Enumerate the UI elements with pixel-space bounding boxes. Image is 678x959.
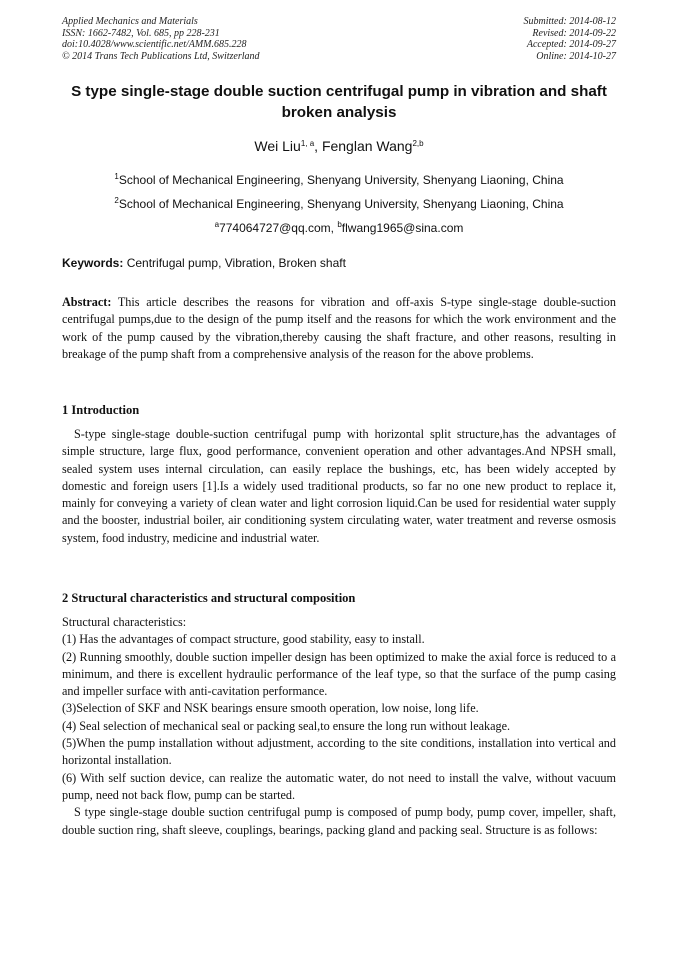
revised-date: Revised: 2014-09-22 [532, 27, 616, 39]
keywords [62, 255, 616, 271]
author-name: Fenglan Wang [321, 138, 413, 154]
list-item: (4) Seal selection of mechanical seal or packing seal,to ensure the long run without leakage. [62, 718, 511, 733]
email-superscript: b [337, 220, 342, 229]
email-address: 774064727@qq.com, [219, 221, 338, 235]
introduction-paragraph: S-type single-stage double-suction centrifugal pump with horizontal split structure,has the advantages of simple structure, large flux, good performance, convenient operation and other advantages.And NPSH small, sealed system uses internal circulation, can easily replace the bushings, etc, has been widely accepted by domestic and foreign users [1].Is a widely used traditional products, so far no one new product to replace it, mainly for conveying a variety of clean water and light corrosion liquid.Can be used for residential water supply and the booster, industrial boiler, air conditioning system circulating water, water treatment and reverse osmosis system, food industry, medicine and industrial water. [62, 427, 616, 545]
affiliation-1 [62, 172, 616, 188]
email-address: flwang1965@sina.com [341, 221, 464, 235]
accepted-date: Accepted: 2014-09-27 [526, 39, 616, 50]
list-item: (5)When the pump installation without adjustment, according to the site conditions, installation into vertical and horizontal installation. [62, 736, 616, 768]
keywords-text: Centrifugal pump, Vibration, Broken shaft [123, 256, 346, 270]
dates-info [524, 16, 617, 62]
email-line [62, 220, 616, 236]
keywords-label: Keywords: [62, 256, 124, 270]
doi-line: doi:10.4028/www.scientific.net/AMM.685.228 [62, 39, 247, 50]
copyright-line: © 2014 Trans Tech Publications Ltd, Switzerland [62, 50, 260, 62]
online-date: Online: 2014-10-27 [536, 50, 616, 62]
abstract [62, 294, 616, 363]
affiliation-superscript: 2 [114, 196, 119, 205]
author-superscript: 2,b [412, 139, 424, 148]
issn-line: ISSN: 1662-7482, Vol. 685, pp 228-231 [62, 27, 220, 39]
section-heading-structure: 2 Structural characteristics and structural composition [62, 591, 356, 605]
list-item: (3)Selection of SKF and NSK bearings ensure smooth operation, low noise, long life. [62, 701, 479, 716]
section-heading-introduction: 1 Introduction [62, 403, 140, 417]
author-line [62, 136, 616, 156]
affiliation-superscript: 1 [114, 172, 119, 181]
paragraph: Structural characteristics: [62, 615, 187, 629]
affiliation-2 [62, 196, 616, 212]
list-item: (2) Running smoothly, double suction impeller design has been optimized to make the axial force is reduced to a minimum, and there is excellent hydraulic performance of the leaf type, so that the surface of the pump casing and impeller surface with anti-cavitation performance. [62, 649, 616, 699]
journal-info [62, 16, 260, 62]
paragraph: S type single-stage double suction centrifugal pump is composed of pump body, pump cover, impeller, shaft, double suction ring, shaft sleeve, couplings, bearings, packing gland and packing seal. Structure is as follows: [62, 805, 616, 837]
author-superscript: 1, a [300, 139, 315, 148]
email-superscript: a [214, 220, 220, 229]
journal-name: Applied Mechanics and Materials [62, 16, 198, 27]
list-item: (6) With self suction device, can realize the automatic water, do not need to install the valve, without vacuum pump, need not back flow, pump can be started. [62, 770, 616, 802]
abstract-text: This article describes the reasons for vibration and off-axis S-type single-stage double-suction centrifugal pumps,due to the design of the pump itself and the reasons for which the work environment and the work of the pump caused by the vibration,thereby causing the shaft fracture, and other reasons, resulting in breakage of the pump shaft from a comprehensive analysis of the reason for the above problems. [62, 295, 616, 361]
structure-section-body [62, 614, 616, 839]
author-separator: , [314, 138, 322, 154]
paper-title: S type single-stage double suction centrifugal pump in vibration and shaft broken analysis [71, 83, 607, 121]
affiliation-text: School of Mechanical Engineering, Shenyang University, Shenyang Liaoning, China [118, 173, 564, 187]
affiliation-text: School of Mechanical Engineering, Shenyang University, Shenyang Liaoning, China [118, 197, 564, 211]
author-name: Wei Liu [254, 138, 301, 154]
submitted-date: Submitted: 2014-08-12 [523, 16, 616, 27]
abstract-label: Abstract: [62, 295, 112, 309]
list-item: (1) Has the advantages of compact structure, good stability, easy to install. [62, 632, 425, 647]
